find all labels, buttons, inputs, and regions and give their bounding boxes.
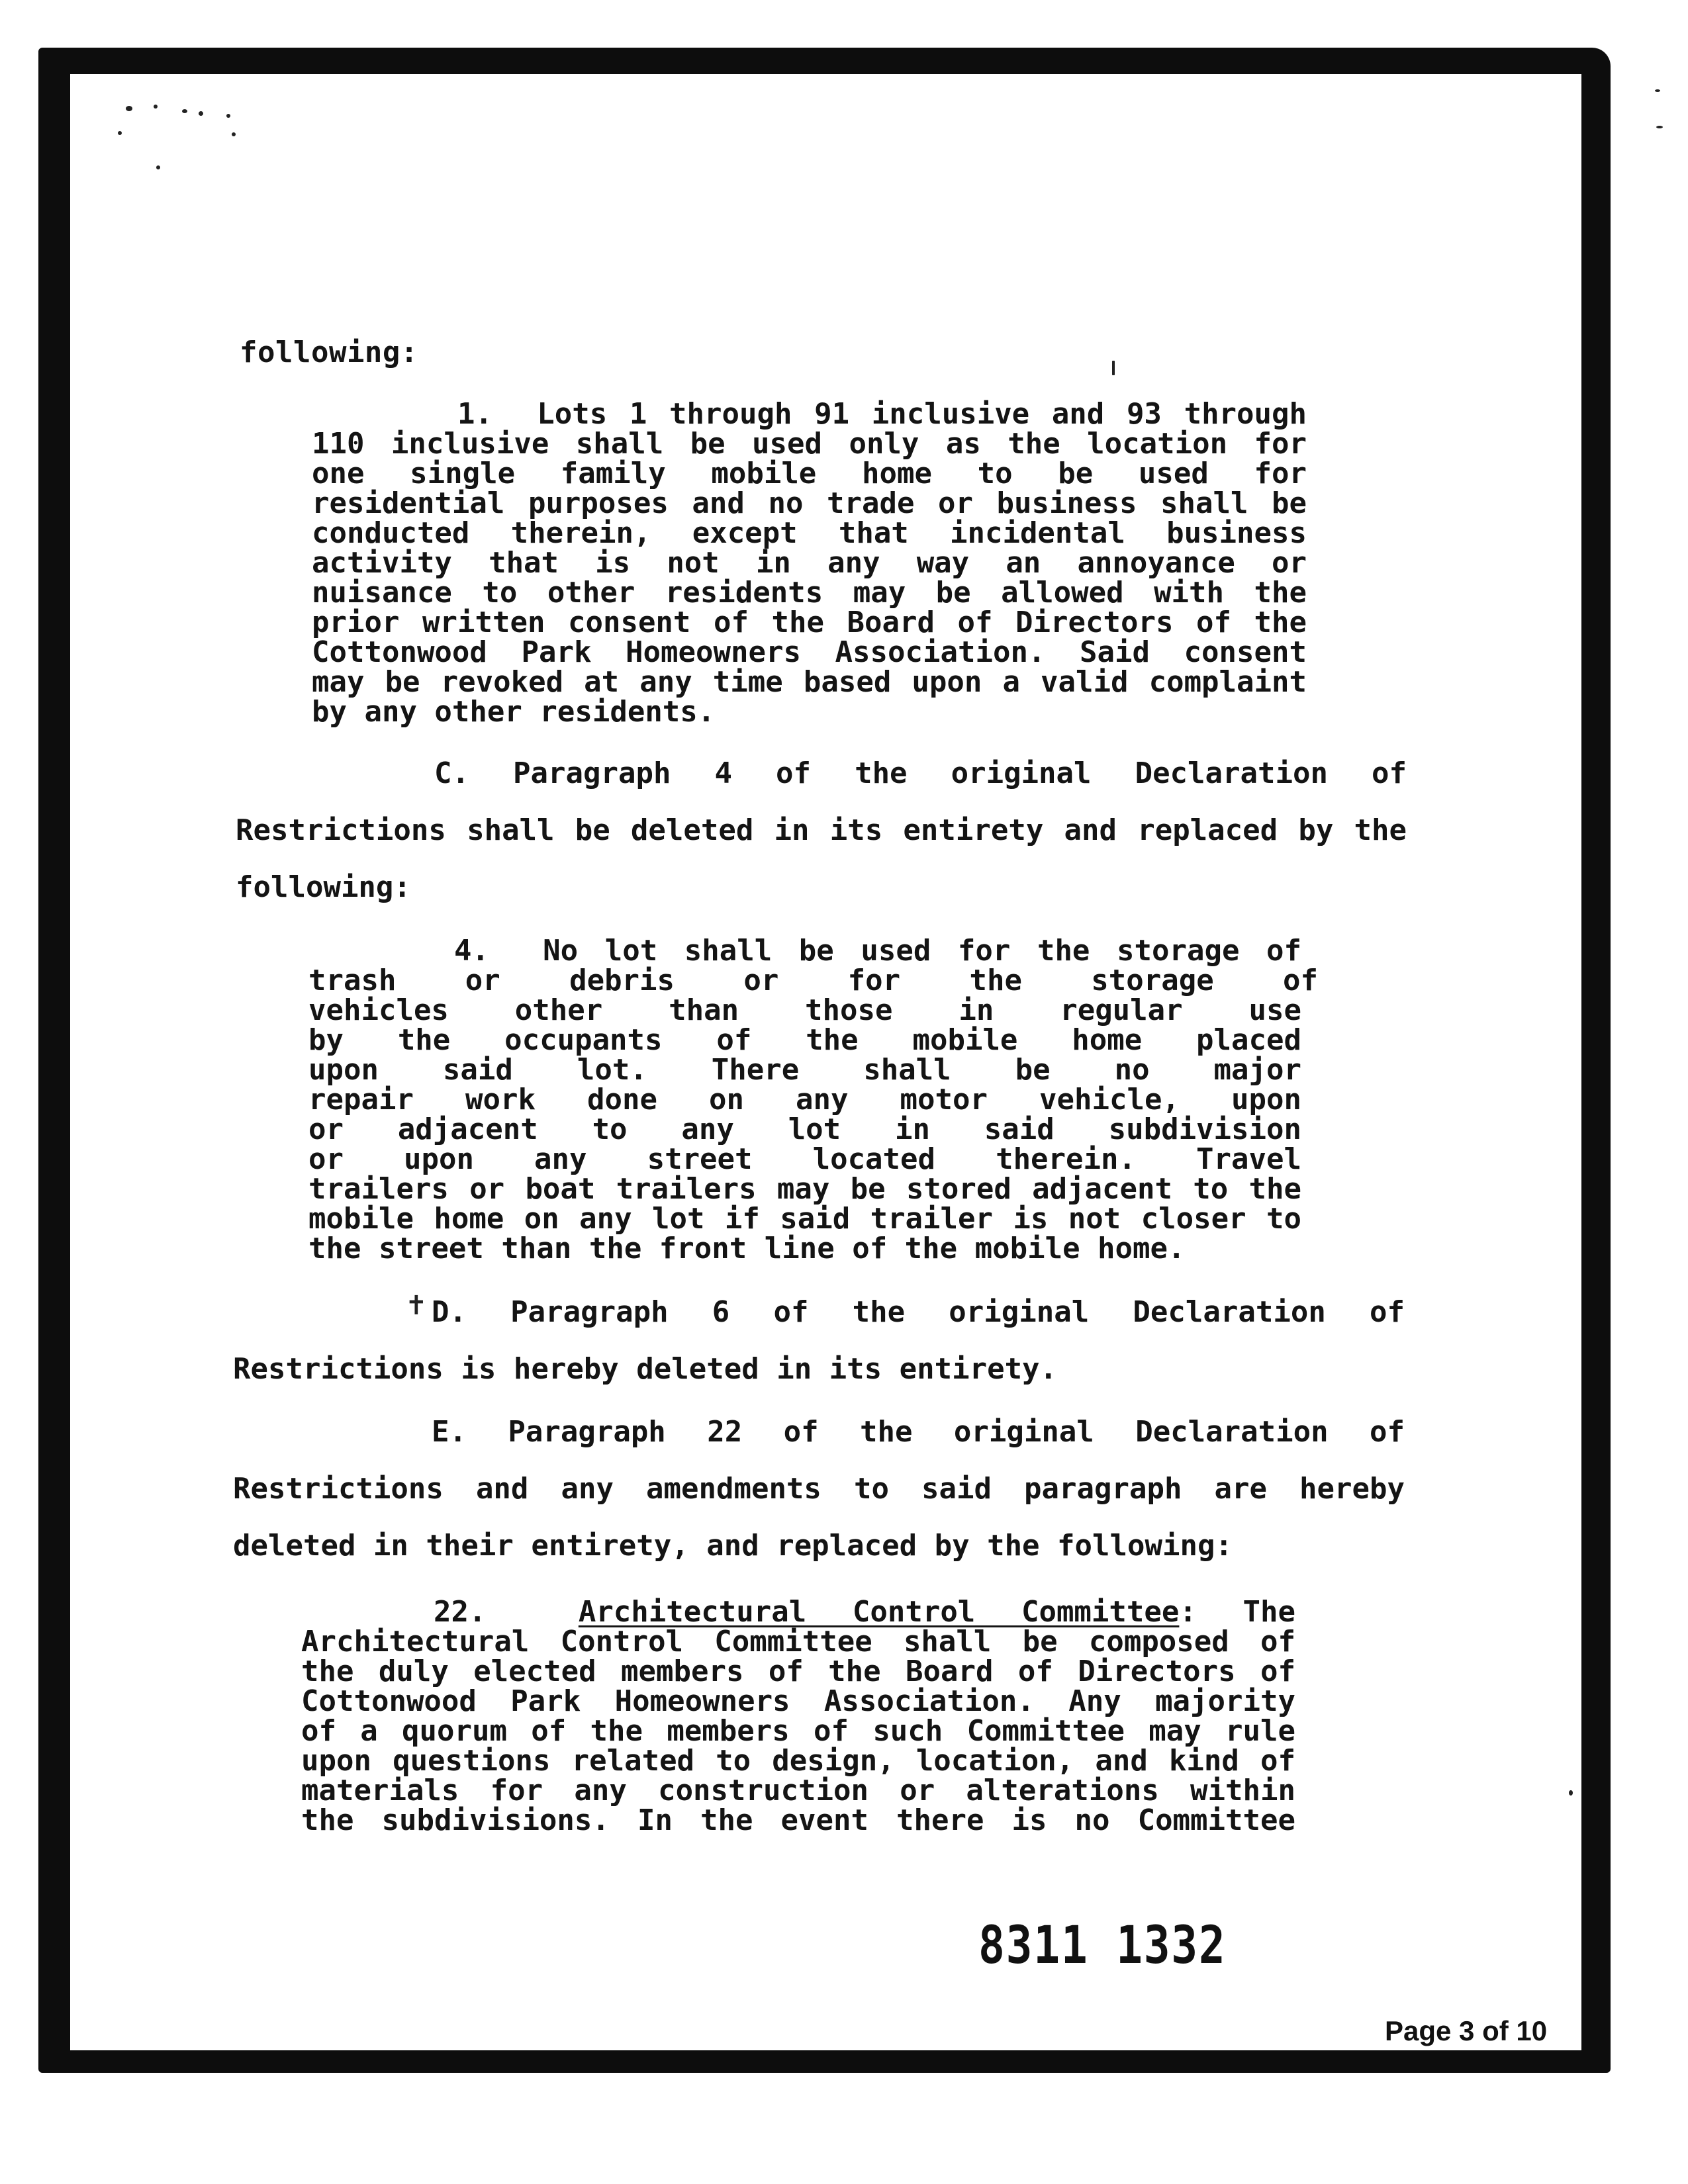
paragraph-number: 22.: [434, 1595, 487, 1629]
paragraph-line: activity that is not in any way an annoyance or: [312, 546, 1307, 580]
paragraph-line: 110 inclusive shall be used only as the location for: [312, 427, 1307, 461]
paragraph-text: Lots 1 through 91 inclusive and 93 through: [537, 397, 1307, 431]
paragraph-line: by any other residents.: [312, 695, 716, 729]
paragraph-22: [301, 1597, 1295, 1835]
paragraph-line: trash or debris or for the storage of: [308, 964, 1318, 997]
paragraph-heading: Architectural Control Committee: [578, 1595, 1180, 1629]
recording-number: 8311 1332: [978, 1916, 1227, 1976]
section-c: [236, 758, 1407, 902]
page-footer: Page 3 of 10: [1382, 2015, 1550, 2047]
section-line: E. Paragraph 22 of the original Declaration of: [432, 1415, 1405, 1449]
paragraph-line: or upon any street located therein. Travel: [308, 1142, 1301, 1176]
lead-line: following:: [240, 336, 418, 369]
paragraph-line: vehicles other than those in regular use: [308, 993, 1301, 1027]
paragraph-1: [312, 399, 1307, 727]
paragraph-line: of a quorum of the members of such Committee may rule: [301, 1714, 1295, 1748]
paragraph-line: trailers or boat trailers may be stored adjacent to the: [308, 1172, 1301, 1206]
paragraph-line: one single family mobile home to be used for: [312, 457, 1307, 490]
paragraph-line: upon said lot. There shall be no major: [308, 1053, 1301, 1087]
paragraph-line: or adjacent to any lot in said subdivision: [308, 1113, 1301, 1146]
paragraph-line: the subdivisions. In the event there is no Committee: [301, 1803, 1295, 1837]
paragraph-text: No lot shall be used for the storage of: [543, 934, 1302, 968]
paragraph-line: Cottonwood Park Homeowners Association. Said consent: [312, 635, 1307, 669]
paragraph-heading-suffix: : The: [1179, 1595, 1296, 1629]
handwritten-mark-icon: ✝: [405, 1291, 428, 1321]
section-line: D. Paragraph 6 of the original Declaration of: [432, 1295, 1405, 1329]
section-d: [233, 1297, 1405, 1384]
section-line: deleted in their entirety, and replaced by the following:: [233, 1529, 1233, 1563]
paragraph-line: conducted therein, except that incidental business: [312, 516, 1307, 550]
paragraph-line: repair work done on any motor vehicle, upon: [308, 1083, 1301, 1116]
paragraph-line: [301, 1597, 1295, 1627]
paragraph-line: materials for any construction or alterations within: [301, 1774, 1295, 1807]
paragraph-line: the street than the front line of the mobile home.: [308, 1232, 1186, 1265]
section-line: Restrictions is hereby deleted in its entirety.: [233, 1352, 1058, 1386]
paragraph-number: 1.: [457, 397, 492, 431]
paragraph-line: nuisance to other residents may be allowed with the: [312, 576, 1307, 610]
paragraph-line: [312, 399, 1307, 429]
section-e: [233, 1417, 1405, 1561]
paragraph-line: [308, 936, 1301, 966]
paragraph-line: prior written consent of the Board of Directors of the: [312, 606, 1307, 639]
paragraph-line: the duly elected members of the Board of Directors of: [301, 1655, 1295, 1688]
paragraph-line: may be revoked at any time based upon a valid complaint: [312, 665, 1307, 699]
section-line: Restrictions and any amendments to said paragraph are hereby: [233, 1472, 1405, 1506]
paragraph-line: mobile home on any lot if said trailer is not closer to: [308, 1202, 1301, 1236]
paragraph-line: residential purposes and no trade or business shall be: [312, 486, 1307, 520]
section-line: Restrictions shall be deleted in its entirety and replaced by the: [236, 813, 1407, 847]
paragraph-line: upon questions related to design, location, and kind of: [301, 1744, 1295, 1778]
section-line: following:: [236, 870, 411, 904]
paragraph-number: 4.: [454, 934, 489, 968]
paragraph-line: by the occupants of the mobile home placed: [308, 1023, 1301, 1057]
paragraph-line: Architectural Control Committee shall be composed of: [301, 1625, 1295, 1659]
paragraph-line: Cottonwood Park Homeowners Association. Any majority: [301, 1684, 1295, 1718]
section-line: C. Paragraph 4 of the original Declaration of: [434, 756, 1407, 790]
paragraph-4: [308, 934, 1318, 1265]
